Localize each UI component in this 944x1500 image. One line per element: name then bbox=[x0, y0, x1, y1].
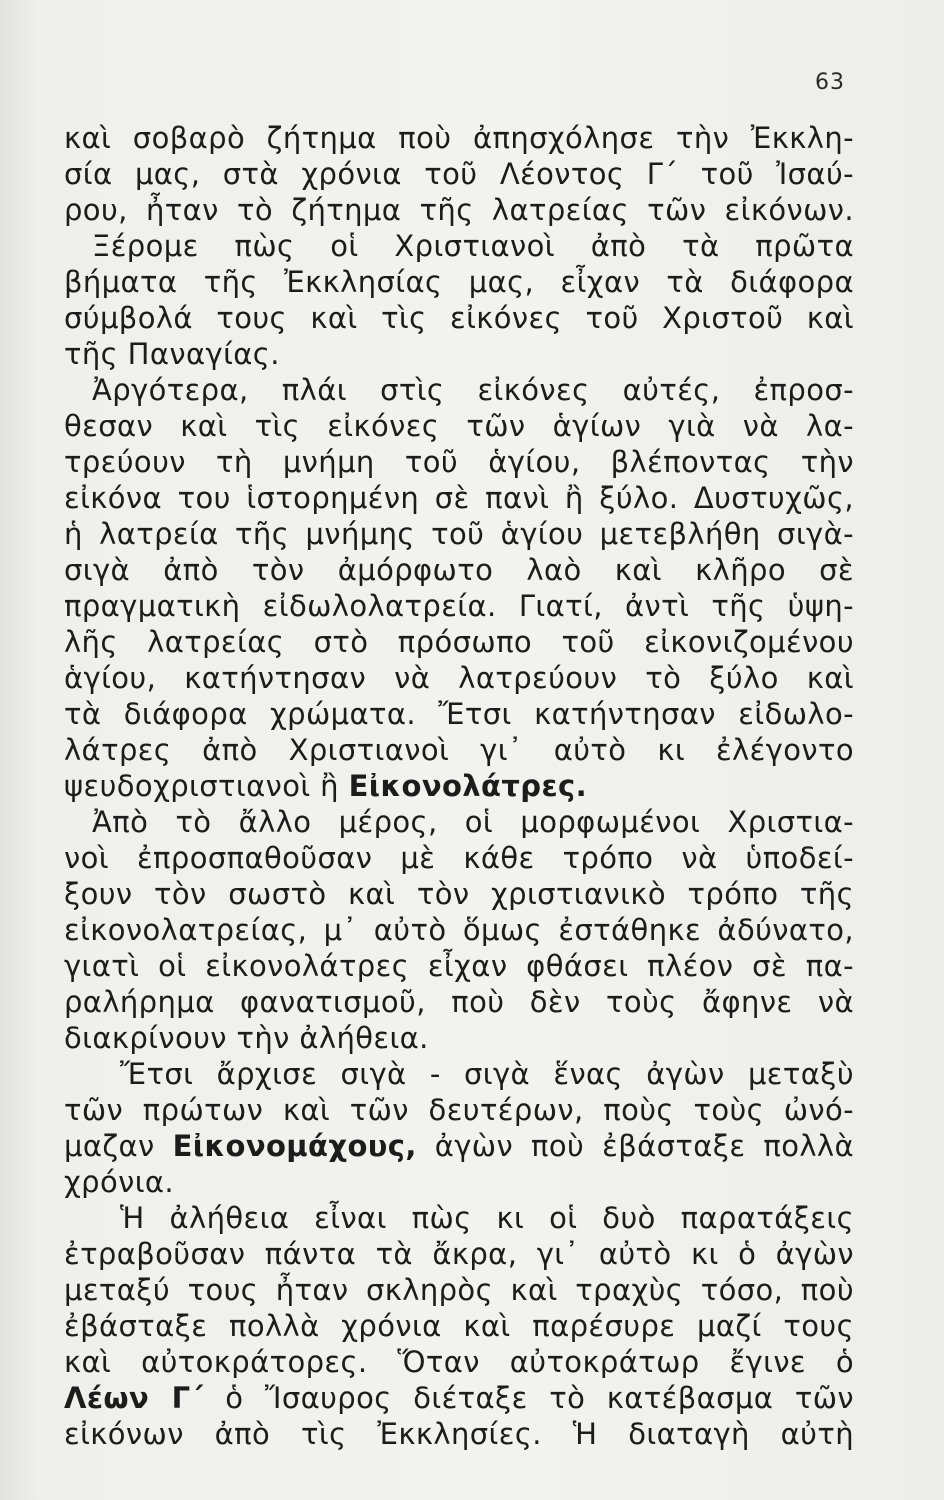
text-line: χρόνια. bbox=[64, 1165, 175, 1199]
text-line: λῆς λατρείας στὸ πρόσωπο τοῦ εἰκονιζομένου bbox=[64, 625, 854, 659]
text-line: μεταξύ τους ἦταν σκληρὸς καὶ τραχὺς τόσο, ποὺ bbox=[64, 1273, 854, 1307]
text-line: Ἡ ἀλήθεια εἶναι πὼς κι οἱ δυὸ παρατάξεις bbox=[120, 1201, 854, 1235]
text-line: τῶν πρώτων καὶ τῶν δευτέρων, ποὺς τοὺς ὠνό- bbox=[64, 1093, 854, 1127]
text-line: ραλήρημα φανατισμοῦ, ποὺ δὲν τοὺς ἄφηνε νὰ bbox=[64, 985, 854, 1019]
text-line: ξουν τὸν σωστὸ καὶ τὸν χριστιανικὸ τρόπο τῆς bbox=[64, 877, 854, 911]
text-line: Ἔτσι ἄρχισε σιγὰ - σιγὰ ἕνας ἀγὼν μεταξὺ bbox=[120, 1057, 854, 1091]
text-line bbox=[64, 1380, 854, 1416]
text-line: Ξέρομε πὼς οἱ Χριστιανοὶ ἀπὸ τὰ πρῶτα bbox=[92, 229, 854, 263]
bold-term: Εἰκονομάχους, bbox=[172, 1129, 417, 1163]
text-line: πραγματικὴ εἰδωλολατρεία. Γιατί, ἀντὶ τῆς ὑψη- bbox=[64, 589, 854, 623]
text-line: σιγὰ ἀπὸ τὸν ἀμόρφωτο λαὸ καὶ κλῆρο σὲ bbox=[64, 553, 854, 587]
text-line: διακρίνουν τὴν ἀλήθεια. bbox=[64, 1021, 429, 1055]
text-line: ἡ λατρεία τῆς μνήμης τοῦ ἁγίου μετεβλήθη σιγὰ- bbox=[64, 517, 854, 551]
text-line: καὶ αὐτοκράτορες. Ὅταν αὐτοκράτωρ ἔγινε ὁ bbox=[64, 1345, 854, 1379]
text-line: εἰκόνα του ἱστορημένη σὲ πανὶ ἢ ξύλο. Δυστυχῶς, bbox=[64, 481, 854, 515]
text-segment: ψευδοχριστιανοὶ ἢ bbox=[64, 769, 349, 803]
text-line: σύμβολά τους καὶ τὶς εἰκόνες τοῦ Χριστοῦ καὶ bbox=[64, 301, 854, 335]
text-line: λάτρες ἀπὸ Χριστιανοὶ γι᾿ αὐτὸ κι ἐλέγοντο bbox=[64, 733, 854, 767]
bold-term: Εἰκονολάτρες. bbox=[348, 769, 587, 803]
text-line: τῆς Παναγίας. bbox=[64, 337, 280, 371]
text-line: νοὶ ἐπροσπαθοῦσαν μὲ κάθε τρόπο νὰ ὑποδεί- bbox=[64, 841, 854, 875]
text-line: εἰκονολατρείας, μ᾿ αὐτὸ ὅμως ἐστάθηκε ἀδύνατο, bbox=[64, 913, 854, 947]
text-line: καὶ σοβαρὸ ζήτημα ποὺ ἀπησχόλησε τὴν Ἐκκλη- bbox=[64, 121, 854, 155]
bold-term: Λέων Γ΄ bbox=[64, 1381, 204, 1415]
page-number: 63 bbox=[815, 70, 845, 95]
text-line: ἐτραβοῦσαν πάντα τὰ ἄκρα, γι᾿ αὐτὸ κι ὁ ἀγὼν bbox=[64, 1237, 854, 1271]
text-line: βήματα τῆς Ἐκκλησίας μας, εἶχαν τὰ διάφορα bbox=[64, 265, 854, 299]
text-line: Ἀπὸ τὸ ἄλλο μέρος, οἱ μορφωμένοι Χριστια- bbox=[92, 805, 854, 839]
text-line: ἁγίου, κατήντησαν νὰ λατρεύουν τὸ ξύλο καὶ bbox=[64, 661, 854, 695]
text-line: τὰ διάφορα χρώματα. Ἔτσι κατήντησαν εἰδωλο- bbox=[64, 697, 854, 731]
text-segment: μαζαν bbox=[64, 1129, 173, 1163]
text-segment: ἀγὼν ποὺ ἐβάσταξε πολλὰ bbox=[416, 1129, 854, 1163]
text-line: θεσαν καὶ τὶς εἰκόνες τῶν ἁγίων γιὰ νὰ λα- bbox=[64, 409, 854, 443]
text-segment: ὁ Ἴσαυρος διέταξε τὸ κατέβασμα τῶν bbox=[203, 1381, 854, 1415]
text-line: ρου, ἦταν τὸ ζήτημα τῆς λατρείας τῶν εἰκόνων. bbox=[64, 193, 854, 227]
text-line: γιατὶ οἱ εἰκονολάτρες εἶχαν φθάσει πλέον σὲ πα- bbox=[64, 949, 854, 983]
body-text bbox=[64, 120, 854, 1452]
text-line: Ἀργότερα, πλάι στὶς εἰκόνες αὐτές, ἐπροσ- bbox=[92, 373, 854, 407]
text-line: ἐβάσταξε πολλὰ χρόνια καὶ παρέσυρε μαζί τους bbox=[64, 1309, 854, 1343]
text-line bbox=[64, 1128, 854, 1164]
text-line: τρεύουν τὴ μνήμη τοῦ ἁγίου, βλέποντας τὴν bbox=[64, 445, 854, 479]
text-line bbox=[64, 768, 854, 804]
text-line: σία μας, στὰ χρόνια τοῦ Λέοντος Γ΄ τοῦ Ἰσαύ- bbox=[64, 157, 854, 191]
text-line: εἰκόνων ἀπὸ τὶς Ἐκκλησίες. Ἡ διαταγὴ αὐτὴ bbox=[64, 1417, 854, 1451]
